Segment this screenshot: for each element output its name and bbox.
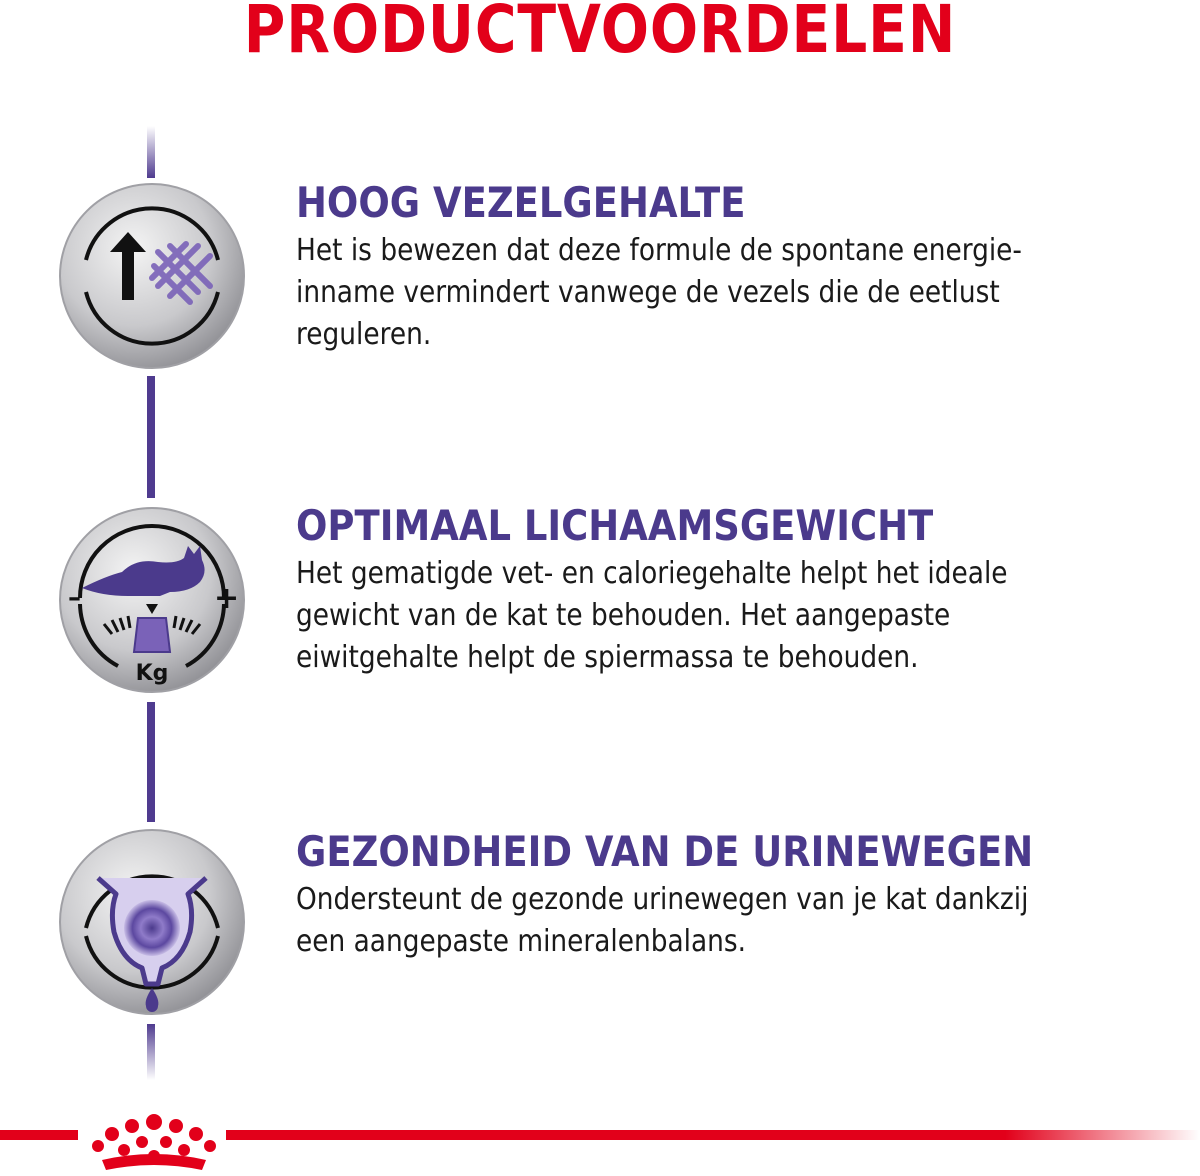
benefit-weight: [296, 499, 1200, 679]
bladder-drop-icon: [58, 828, 246, 1016]
benefit-text: Het gematigde vet- en caloriegehalte helpt het ideale gewicht van de kat te behouden. Het aangepaste eiwitgehalte helpt de spiermassa te behouden.: [296, 556, 1008, 675]
timeline-segment: [147, 376, 155, 498]
timeline-segment: [147, 702, 155, 822]
kg-label: Kg: [135, 661, 169, 686]
timeline-segment: [147, 126, 155, 178]
benefit-heading: GEZONDHEID VAN DE URINEWEGEN: [296, 827, 1034, 876]
royal-canin-crown-icon: [88, 1112, 220, 1172]
fiber-arrow-icon: [58, 182, 246, 370]
page-title: PRODUCTVOORDELEN: [243, 0, 957, 68]
cat-weight-scale-icon: [58, 506, 246, 694]
benefit-heading: OPTIMAAL LICHAAMSGEWICHT: [296, 501, 934, 550]
timeline-segment: [147, 1024, 155, 1080]
benefit-fiber: [296, 176, 1200, 356]
footer-line-left: [0, 1130, 78, 1140]
benefit-text: Ondersteunt de gezonde urinewegen van je kat dankzij een aangepaste mineralenbalans.: [296, 882, 1029, 959]
footer-line-right: [226, 1130, 1200, 1140]
plus-label: +: [214, 581, 240, 616]
minus-label: –: [68, 583, 81, 613]
benefit-heading: HOOG VEZELGEHALTE: [296, 178, 746, 227]
benefit-text: Het is bewezen dat deze formule de spontane energie- inname vermindert vanwege de vezels die de eetlust reguleren.: [296, 233, 1022, 352]
benefit-urinary: [296, 825, 1200, 963]
